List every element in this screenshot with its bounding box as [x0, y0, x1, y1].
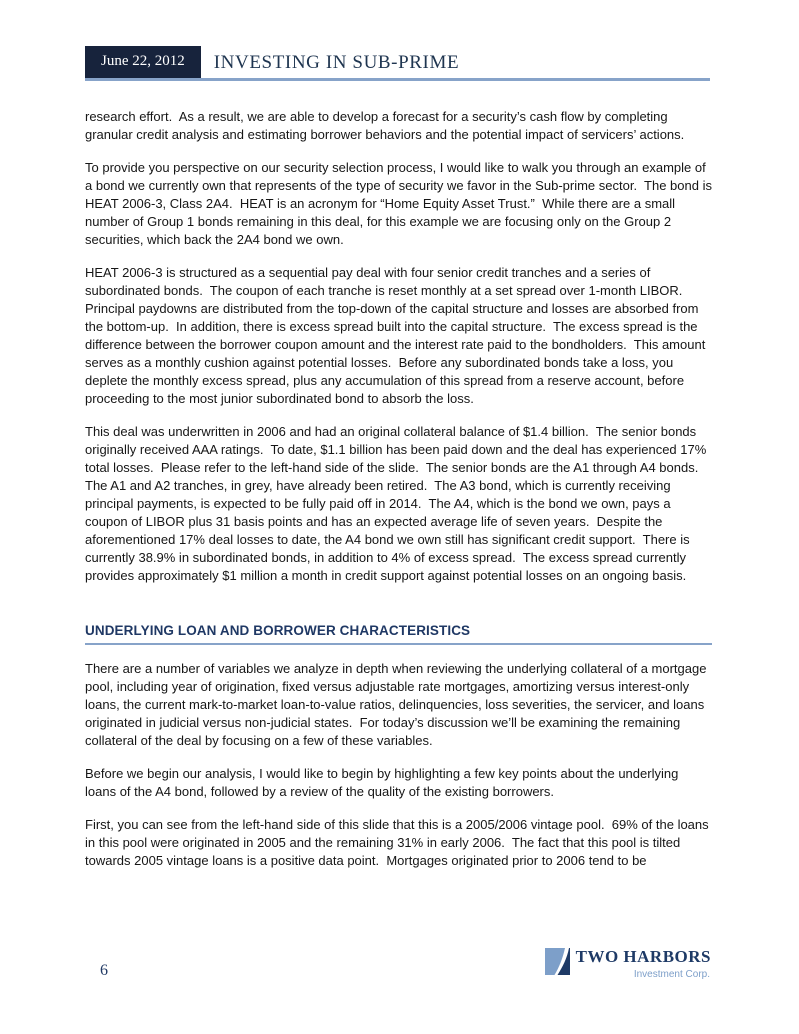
logo-subtitle: Investment Corp.	[633, 968, 710, 980]
paragraph: This deal was underwritten in 2006 and had an original collateral balance of $1.4 billion. The senior bonds originally received AAA ratings. To date, $1.1 billion has been paid down and the deal has experienced 17% total losses. Please refer to the left-hand side of the slide. The senior bonds are the A1 through A4 bonds. The A1 and A2 tranches, in grey, have already been retired. The A3 bond, which is currently receiving principal payments, is expected to be fully paid off in 2014. The A4, which is the bond we own, pays a coupon of LIBOR plus 31 basis points and has an expected average life of seven years. Despite the aforementioned 17% deal losses to date, the A4 bond we own still has significant credit support. There is currently 38.9% in subordinated bonds, in addition to 4% of excess spread. The excess spread currently provides approximately $1 million a month in credit support against potential losses on an ongoing basis.	[85, 424, 710, 583]
page-header	[85, 46, 710, 81]
document-body	[85, 93, 716, 870]
logo-text	[576, 948, 711, 980]
paragraph-group-top	[85, 108, 716, 585]
paragraph-group-bottom	[85, 660, 712, 870]
section-heading: UNDERLYING LOAN AND BORROWER CHARACTERISTICS	[85, 623, 712, 645]
date-badge: June 22, 2012	[85, 46, 201, 78]
paragraph: HEAT 2006-3 is structured as a sequential pay deal with four senior credit tranches and a series of subordinated bonds. The coupon of each tranche is reset monthly at a set spread over 1-month LIBOR. Principal paydowns are distributed from the top-down of the capital structure and losses are absorbed from the bottom-up. In addition, there is excess spread built into the capital structure. The excess spread is the difference between the borrower coupon amount and the interest rate paid to the bondholders. This amount serves as a monthly cushion against potential losses. Before any subordinated bonds take a loss, you deplete the monthly excess spread, plus any accumulation of this spread from a reserve account, before proceeding to the most junior subordinated bond to absorb the loss.	[85, 265, 709, 406]
page-number: 6	[100, 962, 108, 979]
logo-row	[545, 948, 711, 980]
two-harbors-logo	[545, 948, 711, 980]
paragraph: To provide you perspective on our security selection process, I would like to walk you through an example of a bond we currently own that represents of the type of security we favor in the Sub-prime sector. The bond is HEAT 2006-3, Class 2A4. HEAT is an acronym for “Home Equity Asset Trust.” While there are a small number of Group 1 bonds remaining in this deal, for this example we are focusing only on the Group 2 securities, which back the 2A4 bond we own.	[85, 160, 716, 247]
paragraph: First, you can see from the left-hand side of this slide that this is a 2005/2006 vintage pool. 69% of the loans in this pool were originated in 2005 and the remaining 31% in early 2006. The fact that this pool is tilted towards 2005 vintage loans is a positive data point. Mortgages originated prior to 2006 tend to be	[85, 817, 713, 868]
logo-name: TWO HARBORS	[575, 947, 711, 966]
paragraph: Before we begin our analysis, I would like to begin by highlighting a few key points about the underlying loans of the A4 bond, followed by a review of the quality of the existing borrowers.	[85, 766, 682, 799]
paragraph: There are a number of variables we analyze in depth when reviewing the underlying collateral of a mortgage pool, including year of origination, fixed versus adjustable rate mortgages, amortizing versus interest-only loans, the current mark-to-market loan-to-value ratios, delinquencies, loss severities, the servicer, and loans originated in judicial versus non-judicial states. For today’s discussion we’ll be examining the remaining collateral of the deal by focusing on a few of these variables.	[85, 661, 711, 748]
page-title: INVESTING IN SUB-PRIME	[213, 52, 460, 73]
two-harbors-logo-icon	[545, 948, 570, 975]
paragraph: research effort. As a result, we are able to develop a forecast for a security’s cash flow by completing granular credit analysis and estimating borrower behaviors and the potential impact of servicers’ actions.	[85, 109, 685, 142]
